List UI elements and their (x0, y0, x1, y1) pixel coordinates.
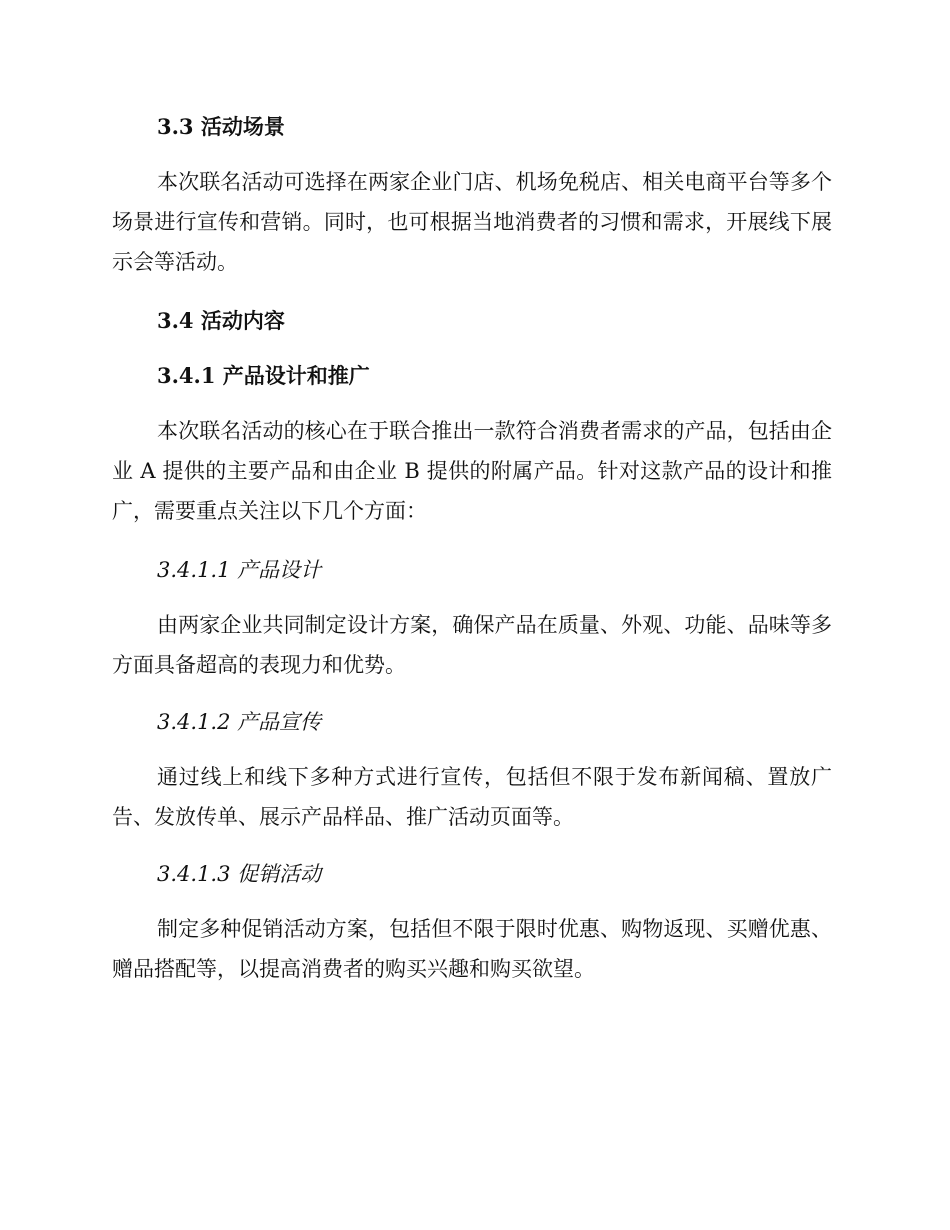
section-3-4-1-1-heading: 3.4.1.1 产品设计 (157, 558, 322, 582)
section-3-3-heading: 3.3 活动场景 (157, 114, 285, 139)
section-3-4-1-2-heading: 3.4.1.2 产品宣传 (157, 710, 322, 734)
section-3-4-1-3-heading: 3.4.1.3 促销活动 (157, 862, 322, 886)
section-3-4-1-3-paragraph: 制定多种促销活动方案，包括但不限于限时优惠、购物返现、买赠优惠、赠品搭配等，以提高消费者的购买兴趣和购买欲望。 (112, 917, 832, 981)
section-3-3-paragraph: 本次联名活动可选择在两家企业门店、机场免税店、相关电商平台等多个场景进行宣传和营销。同时，也可根据当地消费者的习惯和需求，开展线下展示会等活动。 (112, 170, 832, 274)
section-3-4-1-paragraph: 本次联名活动的核心在于联合推出一款符合消费者需求的产品，包括由企业 A 提供的主要产品和由企业 B 提供的附属产品。针对这款产品的设计和推广，需要重点关注以下几个方面： (112, 419, 832, 523)
section-3-4-1-2-paragraph: 通过线上和线下多种方式进行宣传，包括但不限于发布新闻稿、置放广告、发放传单、展示产品样品、推广活动页面等。 (112, 765, 832, 829)
section-3-4-1-heading: 3.4.1 产品设计和推广 (157, 363, 370, 388)
section-3-4-heading: 3.4 活动内容 (157, 308, 285, 333)
section-3-4-1-1-paragraph: 由两家企业共同制定设计方案，确保产品在质量、外观、功能、品味等多方面具备超高的表现力和优势。 (112, 613, 832, 677)
